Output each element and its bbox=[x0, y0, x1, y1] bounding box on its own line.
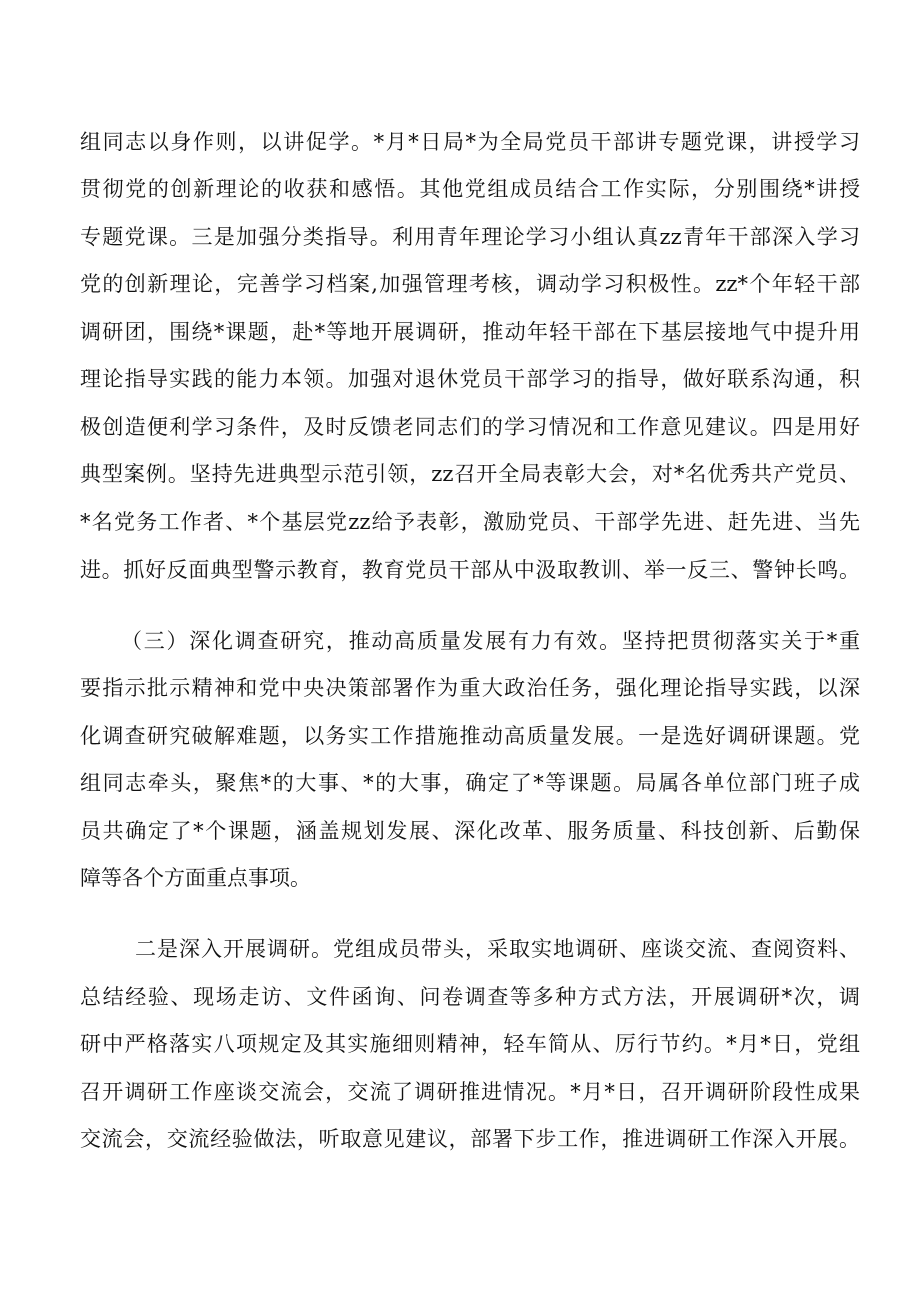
paragraph-2-line-2: 要指示批示精神和党中央决策部署作为重大政治任务，强化理论指导实践，以深 bbox=[80, 676, 860, 700]
paragraph-3-line-4: 召开调研工作座谈交流会，交流了调研推进情况。*月*日，召开调研阶段性成果 bbox=[80, 1080, 860, 1104]
paragraph-3-line-3: 研中严格落实八项规定及其实施细则精神，轻车简从、厉行节约。*月*日，党组 bbox=[80, 1032, 860, 1056]
paragraph-1-line-9: *名党务工作者、*个基层党zz给予表彰，激励党员、干部学先进、赶先进、当先 bbox=[80, 510, 860, 534]
paragraph-2-line-5: 员共确定了*个课题，涵盖规划发展、深化改革、服务质量、科技创新、后勤保 bbox=[80, 819, 860, 843]
paragraph-1-line-2: 贯彻党的创新理论的收获和感悟。其他党组成员结合工作实际，分别围绕*讲授 bbox=[80, 177, 860, 201]
paragraph-1-line-10: 进。抓好反面典型警示教育，教育党员干部从中汲取教训、举一反三、警钟长鸣。 bbox=[80, 558, 860, 582]
paragraph-3-line-2: 总结经验、现场走访、文件函询、问卷调查等多种方式方法，开展调研*次，调 bbox=[80, 985, 860, 1009]
paragraph-3-line-5: 交流会，交流经验做法，听取意见建议，部署下步工作，推进调研工作深入开展。 bbox=[80, 1127, 860, 1151]
paragraph-1-line-7: 极创造便利学习条件，及时反馈老同志们的学习情况和工作意见建议。四是用好 bbox=[80, 415, 860, 439]
paragraph-2-line-1: （三）深化调查研究，推动高质量发展有力有效。坚持把贯彻落实关于*重 bbox=[121, 629, 860, 653]
paragraph-1-line-1: 组同志以身作则，以讲促学。*月*日局*为全局党员干部讲专题党课，讲授学习 bbox=[80, 130, 860, 154]
paragraph-1-line-5: 调研团，围绕*课题，赴*等地开展调研，推动年轻干部在下基层接地气中提升用 bbox=[80, 320, 860, 344]
paragraph-1-line-3: 专题党课。三是加强分类指导。利用青年理论学习小组认真zz青年干部深入学习 bbox=[80, 225, 860, 249]
paragraph-1-line-8: 典型案例。坚持先进典型示范引领，zz召开全局表彰大会，对*名优秀共产党员、 bbox=[80, 462, 860, 486]
paragraph-2-line-3: 化调查研究破解难题，以务实工作措施推动高质量发展。一是选好调研课题。党 bbox=[80, 724, 860, 748]
paragraph-2-line-6: 障等各个方面重点事项。 bbox=[80, 866, 311, 890]
paragraph-1-line-4: 党的创新理论，完善学习档案,加强管理考核，调动学习积极性。zz*个年轻干部 bbox=[80, 272, 860, 296]
paragraph-1-line-6: 理论指导实践的能力本领。加强对退休党员干部学习的指导，做好联系沟通，积 bbox=[80, 367, 860, 391]
paragraph-2-line-4: 组同志牵头，聚焦*的大事、*的大事，确定了*等课题。局属各单位部门班子成 bbox=[80, 771, 860, 795]
paragraph-3-line-1: 二是深入开展调研。党组成员带头，采取实地调研、座谈交流、查阅资料、 bbox=[135, 937, 860, 961]
